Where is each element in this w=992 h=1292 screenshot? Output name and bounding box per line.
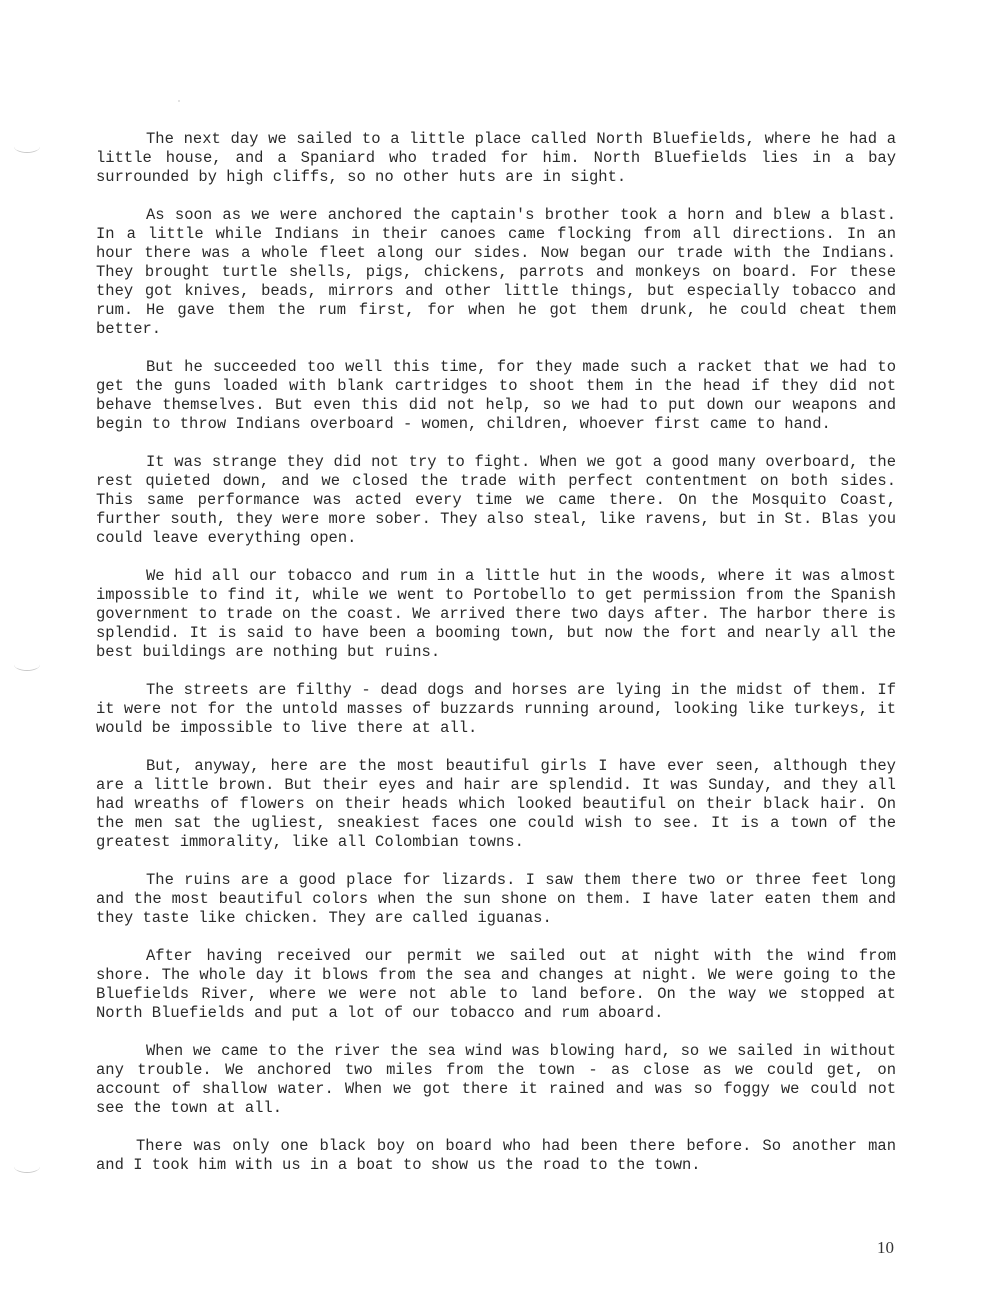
body-text	[96, 130, 896, 1194]
paragraph: But, anyway, here are the most beautiful girls I have ever seen, although they are a little brown. But their eyes and hair are splendid. It was Sunday, and they all had wreaths of flowers on their heads which looked beautiful on their black hair. On the men sat the ugliest, sneakiest faces one could wish to see. It is a town of the greatest immorality, like all Colombian towns.	[96, 757, 896, 851]
paragraph: It was strange they did not try to fight. When we got a good many overboard, the rest quieted down, and we closed the trade with perfect contentment on both sides. This same performance was acted every time we came there. On the Mosquito Coast, further south, they were more sober. They also steal, like ravens, but in St. Blas you could leave everything open.	[96, 453, 896, 547]
paragraph: We hid all our tobacco and rum in a little hut in the woods, where it was almost impossible to find it, while we went to Portobello to get permission from the Spanish government to trade on the coast. We arrived there two days after. The harbor there is splendid. It is said to have been a booming town, but now the fort and nearly all the best buildings are nothing but ruins.	[96, 567, 896, 661]
paragraph: As soon as we were anchored the captain's brother took a horn and blew a blast. In a little while Indians in their canoes came flocking from all directions. In an hour there was a whole fleet along our sides. Now began our trade with the Indians. They brought turtle shells, pigs, chickens, parrots and monkeys on board. For these they got knives, beads, mirrors and other little things, but especially tobacco and rum. He gave them the rum first, for when he got them drunk, he could cheat them better.	[96, 206, 896, 338]
paragraph: But he succeeded too well this time, for they made such a racket that we had to get the guns loaded with blank cartridges to shoot them in the head if they did not behave themselves. But even this did not help, so we had to put down our weapons and begin to throw Indians overboard - women, children, whoever first came to hand.	[96, 358, 896, 433]
paragraph: The next day we sailed to a little place called North Bluefields, where he had a little house, and a Spaniard who traded for him. North Bluefields lies in a bay surrounded by high cliffs, so no other huts are in sight.	[96, 130, 896, 186]
paragraph: When we came to the river the sea wind was blowing hard, so we sailed in without any trouble. We anchored two miles from the town - as close as we could get, on account of shallow water. When we got there it rained and was so foggy we could not see the town at all.	[96, 1042, 896, 1117]
paper-speck	[178, 100, 180, 102]
punch-hole-mark	[14, 1160, 40, 1173]
page-number: 10	[877, 1238, 894, 1257]
paragraph: After having received our permit we sailed out at night with the wind from shore. The whole day it blows from the sea and changes at night. We were going to the Bluefields River, where we were not able to land before. On the way we stopped at North Bluefields and put a lot of our tobacco and rum aboard.	[96, 947, 896, 1022]
paragraph: The ruins are a good place for lizards. I saw them there two or three feet long and the most beautiful colors when the sun shone on them. I have later eaten them and they taste like chicken. They are called iguanas.	[96, 871, 896, 927]
paragraph: There was only one black boy on board who had been there before. So another man and I took him with us in a boat to show us the road to the town.	[96, 1137, 896, 1174]
punch-hole-mark	[14, 140, 40, 153]
paragraph: The streets are filthy - dead dogs and horses are lying in the midst of them. If it were not for the untold masses of buzzards running around, looking like turkeys, it would be impossible to live there at all.	[96, 681, 896, 737]
punch-hole-mark	[14, 658, 40, 671]
